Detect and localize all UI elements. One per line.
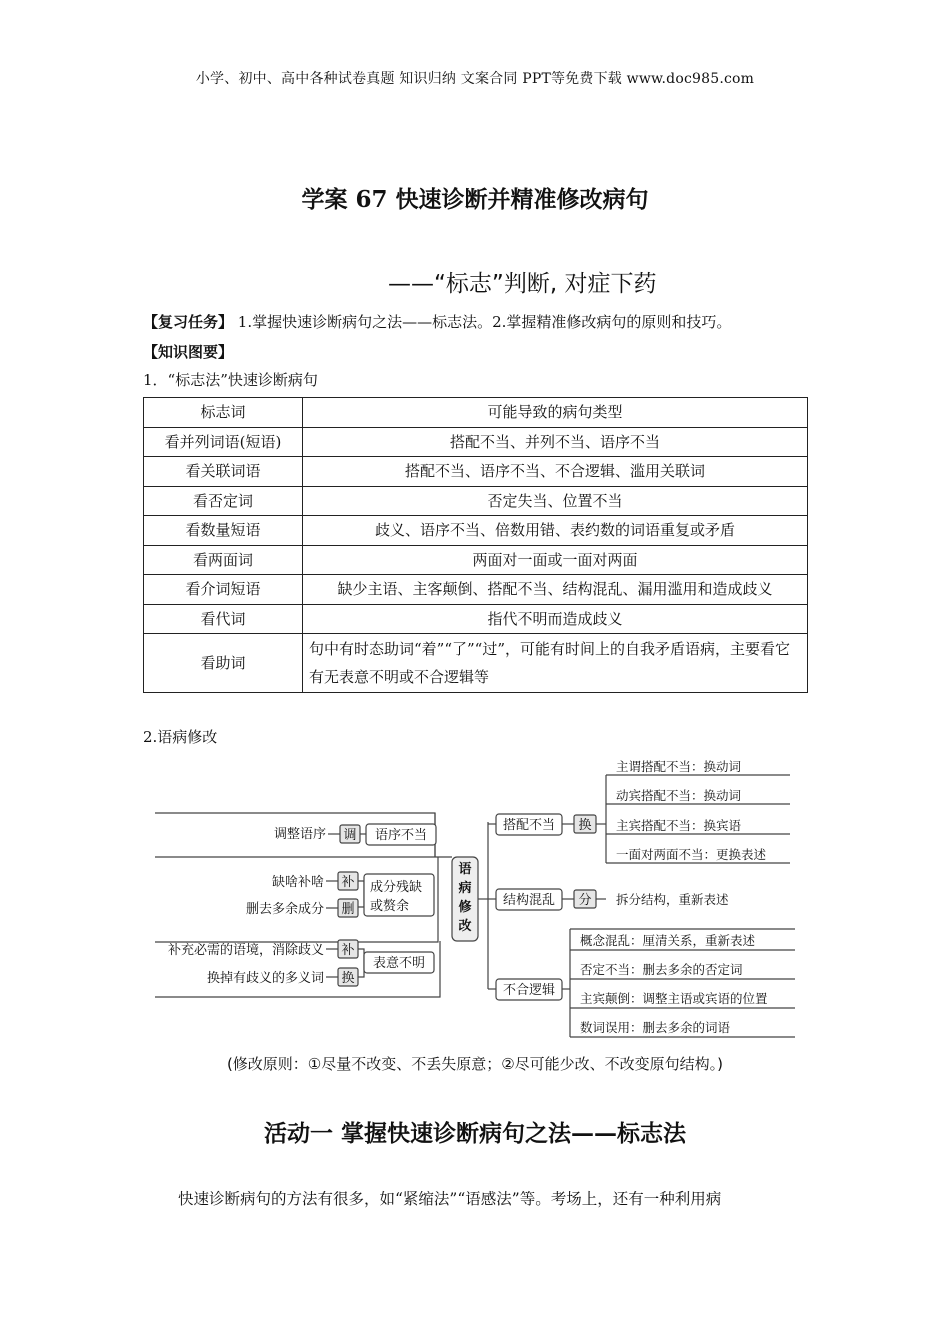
table-cell: 否定失当、位置不当 xyxy=(303,486,808,516)
diagram-error-type: 结构混乱 xyxy=(502,893,556,908)
table-cell: 看助词 xyxy=(144,634,303,693)
table-cell: 两面对一面或一面对两面 xyxy=(303,545,808,575)
review-task xyxy=(143,311,731,332)
document-title: 学案 67 快速诊断并精准修改病句 xyxy=(301,186,649,213)
diagram-tag: 补 xyxy=(341,875,355,890)
table-cell: 指代不明而造成歧义 xyxy=(303,604,808,634)
diagram-fix: 主谓搭配不当：换动词 xyxy=(616,759,742,774)
center-char: 病 xyxy=(458,881,472,896)
diagram-error-type: 不合逻辑 xyxy=(502,983,556,998)
diagram-error-type: 成分残缺 xyxy=(370,880,423,895)
diagram-error-type: 语序不当 xyxy=(374,828,428,843)
table-cell: 句中有时态助词“着”“了”“过”，可能有时间上的自我矛盾语病，主要看它有无表意不明或不合逻辑等 xyxy=(303,634,808,693)
diagram-tag: 补 xyxy=(341,943,355,958)
diagram-fix: 一面对两面不当：更换表述 xyxy=(616,847,767,862)
diagram-error-type: 或赘余 xyxy=(370,899,410,914)
diagram-tag: 换 xyxy=(578,818,592,833)
knowledge-map-label: 【知识图要】 xyxy=(143,343,234,361)
table-cell: 看介词短语 xyxy=(144,575,303,605)
center-char: 改 xyxy=(458,919,472,934)
diagram-fix: 动宾搭配不当：换动词 xyxy=(616,788,742,803)
table-header-cell: 可能导致的病句类型 xyxy=(303,398,808,428)
diagram-fix: 概念混乱：厘清关系，重新表述 xyxy=(580,933,756,948)
diagram-method: 补充必需的语境，消除歧义 xyxy=(167,943,324,958)
table-cell: 看关联词语 xyxy=(144,457,303,487)
review-task-label: 【复习任务】 xyxy=(143,313,234,331)
table-header-row xyxy=(144,398,808,428)
center-char: 修 xyxy=(458,900,472,915)
diagram-tag: 删 xyxy=(341,902,355,917)
diagram-method: 删去多余成分 xyxy=(245,902,324,917)
diagram-error-type: 表意不明 xyxy=(372,956,426,971)
table-cell: 缺少主语、主客颠倒、搭配不当、结构混乱、漏用滥用和造成歧义 xyxy=(303,575,808,605)
table-cell: 看两面词 xyxy=(144,545,303,575)
diagram-error-type: 搭配不当 xyxy=(502,818,556,833)
table-row xyxy=(144,427,808,457)
revision-mind-map xyxy=(150,757,800,1047)
section1-heading: 1．“标志法”快速诊断病句 xyxy=(143,371,318,389)
diagram-fix: 主宾搭配不当：换宾语 xyxy=(616,818,742,833)
diagram-tag: 分 xyxy=(578,893,592,908)
revision-principle-note: (修改原则：①尽量不改变、不丢失原意；②尽可能少改、不改变原句结构。) xyxy=(226,1055,724,1073)
diagram-tag: 换 xyxy=(341,971,355,986)
review-task-text: 1.掌握快速诊断病句之法——标志法。2.掌握精准修改病句的原则和技巧。 xyxy=(237,313,732,331)
table-row xyxy=(144,634,808,693)
center-char: 语 xyxy=(458,862,472,877)
activity-heading: 活动一 掌握快速诊断病句之法——标志法 xyxy=(263,1120,686,1147)
table-row xyxy=(144,457,808,487)
diagram-fix: 拆分结构，重新表述 xyxy=(616,892,729,907)
table-cell: 看数量短语 xyxy=(144,516,303,546)
document-subtitle: ——“标志”判断, 对症下药 xyxy=(388,271,657,297)
diagram-method: 换掉有歧义的多义词 xyxy=(206,971,324,986)
table-row xyxy=(144,486,808,516)
table-row xyxy=(144,604,808,634)
table-cell: 歧义、语序不当、倍数用错、表约数的词语重复或矛盾 xyxy=(303,516,808,546)
page-header: 小学、初中、高中各种试卷真题 知识归纳 文案合同 PPT等免费下载 www.doc985.com xyxy=(195,71,755,87)
diagram-fix: 数词误用：删去多余的词语 xyxy=(580,1020,731,1035)
table-cell: 看代词 xyxy=(144,604,303,634)
diagram-fix: 否定不当：删去多余的否定词 xyxy=(580,962,743,977)
body-paragraph: 快速诊断病句的方法有很多，如“紧缩法”“语感法”等。考场上，还有一种利用病 xyxy=(178,1190,722,1208)
table-cell: 看否定词 xyxy=(144,486,303,516)
table-header-cell: 标志词 xyxy=(144,398,303,428)
table-cell: 看并列词语(短语) xyxy=(144,427,303,457)
table-cell: 搭配不当、并列不当、语序不当 xyxy=(303,427,808,457)
table-row xyxy=(144,575,808,605)
diagram-fix: 主宾颠倒：调整主语或宾语的位置 xyxy=(580,991,768,1006)
diagram-method: 缺啥补啥 xyxy=(271,875,324,890)
diagram-tag: 调 xyxy=(343,828,357,843)
table-row xyxy=(144,516,808,546)
table-row xyxy=(144,545,808,575)
diagram-method: 调整语序 xyxy=(273,827,326,842)
table-cell: 搭配不当、语序不当、不合逻辑、滥用关联词 xyxy=(303,457,808,487)
marker-table xyxy=(143,397,808,693)
section2-heading: 2.语病修改 xyxy=(143,728,218,746)
